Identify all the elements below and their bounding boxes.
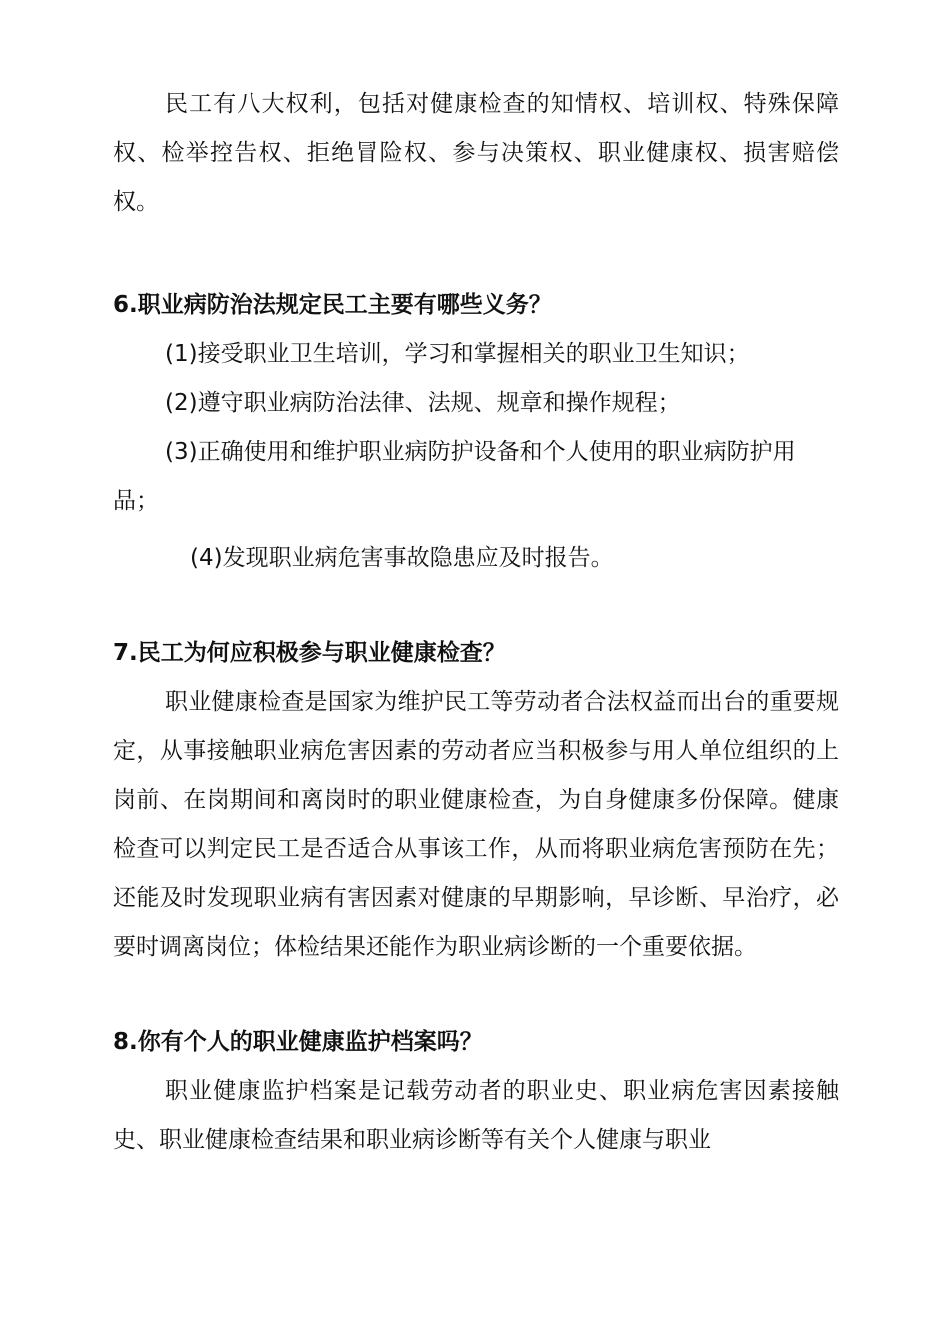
section-spacer: [113, 972, 839, 1018]
section7-heading: 7.民工为何应积极参与职业健康检查？: [113, 640, 506, 666]
section7-paragraph: 职业健康检查是国家为维护民工等劳动者合法权益而出台的重要规定，从事接触职业病危害因素的劳动者应当积极参与用人单位组织的上岗前、在岗期间和离岗时的职业健康检查，为自身健康多份保障。健康检查可以判定民工是否适合从事该工作，从而将职业病危害预防在先；还能及时发现职业病有害因素对健康的早期影响，早诊断、早治疗，必要时调离岗位；体检结果还能作为职业病诊断的一个重要依据。: [113, 689, 839, 960]
section6-item-4: (4)发现职业病危害事故隐患应及时报告。: [190, 545, 614, 571]
intro-paragraph: 民工有八大权利，包括对健康检查的知情权、培训权、特殊保障权、检举控告权、拒绝冒险权、参与决策权、职业健康权、损害赔偿权。: [113, 91, 839, 215]
section6-item-1: (1)接受职业卫生培训，学习和掌握相关的职业卫生知识；: [165, 341, 750, 367]
document-body: [113, 80, 839, 1165]
section8-paragraph: 职业健康监护档案是记载劳动者的职业史、职业病危害因素接触史、职业健康检查结果和职业病诊断等有关个人健康与职业: [113, 1078, 839, 1153]
section6-item-2: (2)遵守职业病防治法律、法规、规章和操作规程；: [165, 390, 681, 416]
section-spacer: [113, 227, 839, 281]
section8-heading: 8.你有个人的职业健康监护档案吗？: [113, 1029, 483, 1055]
section6-item-3: (3)正确使用和维护职业病防护设备和个人使用的职业病防护用品；: [113, 439, 796, 514]
section-spacer: [113, 583, 839, 629]
section6-heading: 6.职业病防治法规定民工主要有哪些义务？: [113, 292, 552, 318]
